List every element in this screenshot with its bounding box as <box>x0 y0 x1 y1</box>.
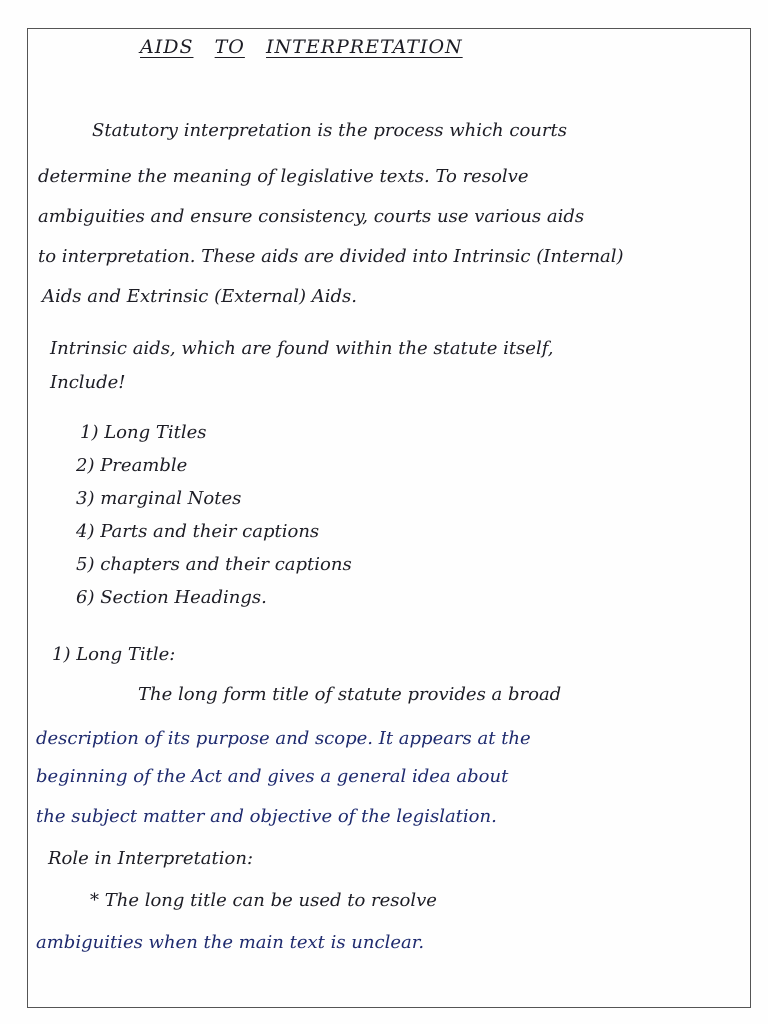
para3-line-4: the subject matter and objective of the legislation. <box>36 806 497 827</box>
list-item: 4) Parts and their captions <box>76 521 320 542</box>
para2-line-1: Intrinsic aids, which are found within the statute itself, <box>50 338 554 359</box>
title-word-to: TO <box>214 36 245 58</box>
page-title <box>140 36 463 58</box>
list-item: 2) Preamble <box>76 455 188 476</box>
list-item: 5) chapters and their captions <box>76 554 352 575</box>
role-heading: Role in Interpretation: <box>48 848 254 869</box>
para1-line-2: determine the meaning of legislative texts. To resolve <box>38 166 529 187</box>
list-item: 1) Long Titles <box>80 422 207 443</box>
section-heading: 1) Long Title: <box>52 644 176 665</box>
para3-line-2: description of its purpose and scope. It appears at the <box>36 728 531 749</box>
title-word-aids: AIDS <box>140 36 194 58</box>
para1-line-3: ambiguities and ensure consistency, courts use various aids <box>38 206 585 227</box>
para1-line-4: to interpretation. These aids are divided into Intrinsic (Internal) <box>38 246 624 267</box>
para1-line-1: Statutory interpretation is the process which courts <box>92 120 567 141</box>
para1-line-5: Aids and Extrinsic (External) Aids. <box>42 286 357 307</box>
list-item: 6) Section Headings. <box>76 587 267 608</box>
para4-line-2: ambiguities when the main text is unclear. <box>36 932 425 953</box>
list-item: 3) marginal Notes <box>76 488 242 509</box>
title-word-interpretation: INTERPRETATION <box>266 36 463 58</box>
para3-line-3: beginning of the Act and gives a general idea about <box>36 766 509 787</box>
para4-line-1: * The long title can be used to resolve <box>90 890 437 911</box>
para3-line-1: The long form title of statute provides a broad <box>138 684 562 705</box>
para2-line-2: Include! <box>50 372 126 393</box>
